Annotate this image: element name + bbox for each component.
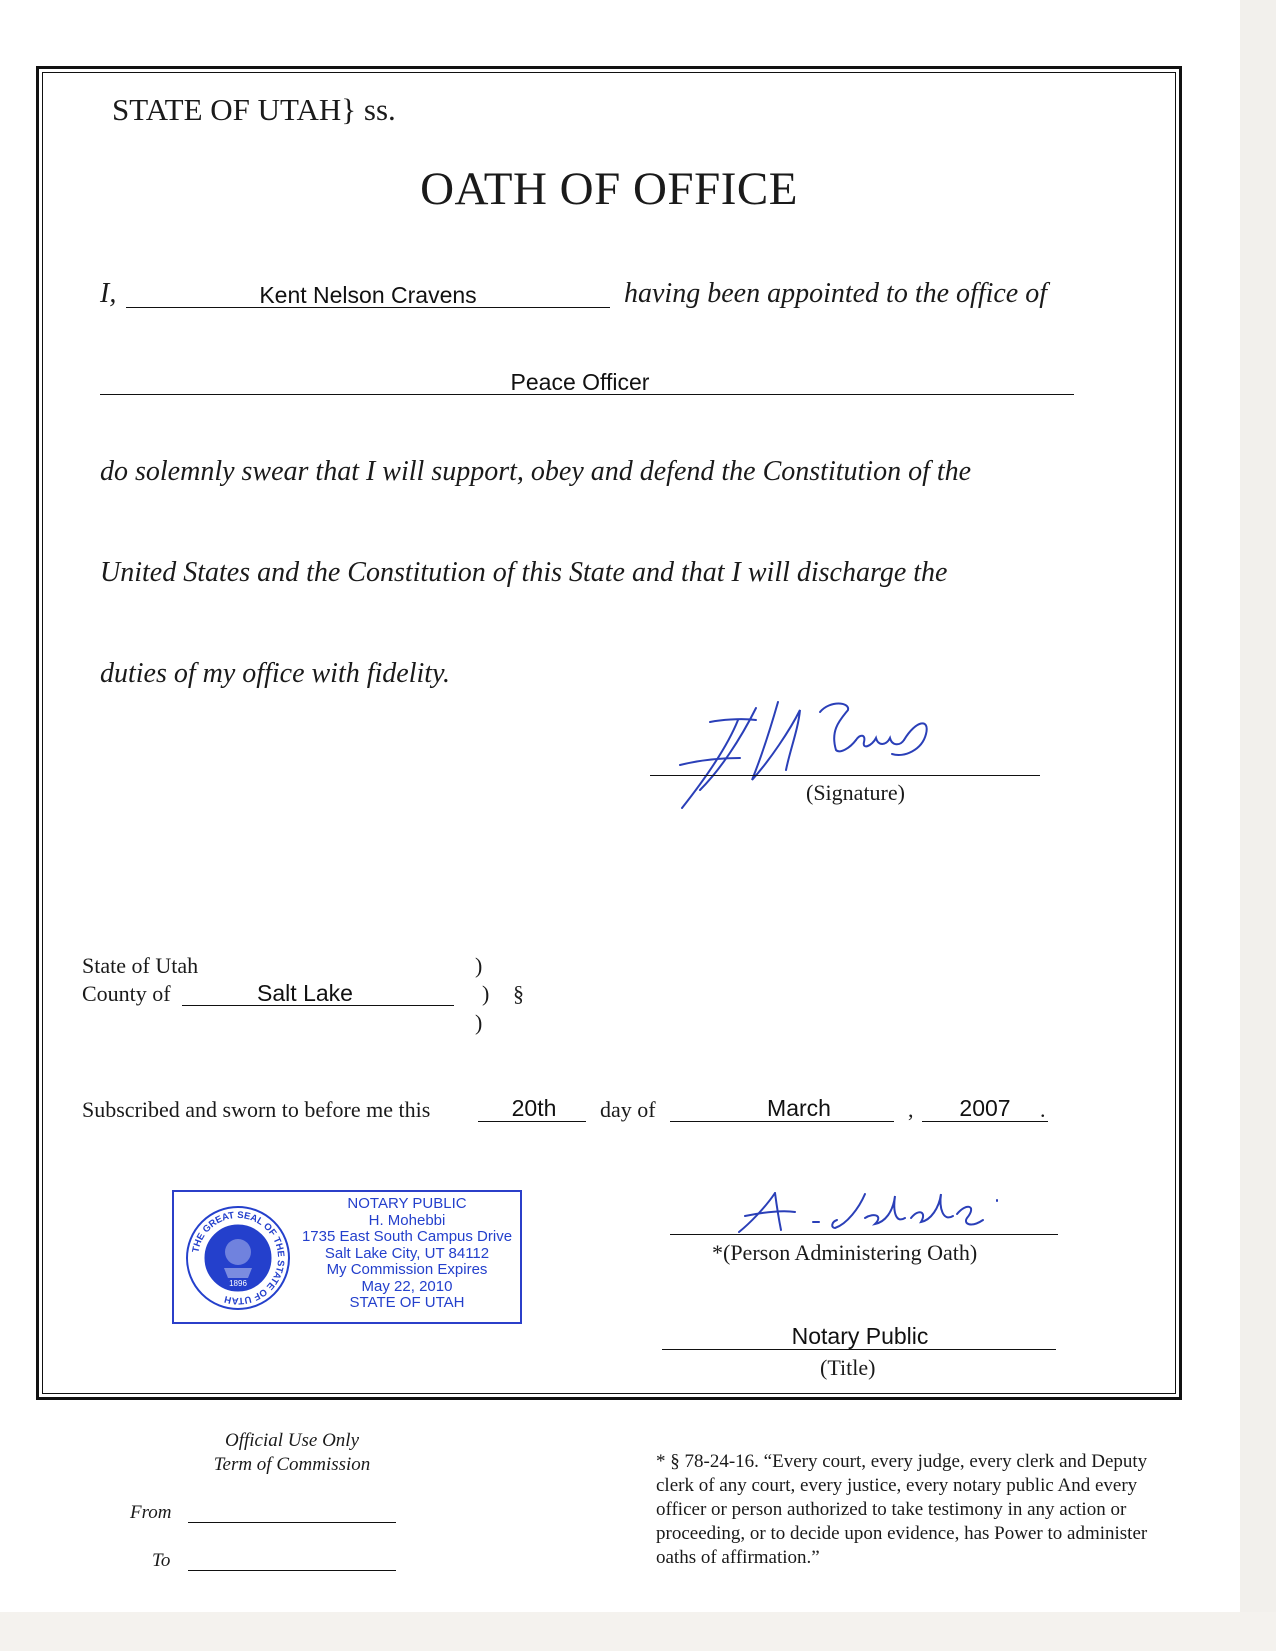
- to-label: To: [152, 1550, 171, 1571]
- seal-year: 1896: [229, 1279, 247, 1288]
- notary-stamp: [172, 1190, 522, 1324]
- to-rule: [188, 1570, 396, 1571]
- seal-text: THE GREAT SEAL OF THE STATE OF UTAH: [190, 1209, 287, 1307]
- jurat-day-of: day of: [600, 1097, 656, 1122]
- county-label: County of: [82, 981, 171, 1006]
- stamp-line: May 22, 2010: [361, 1277, 453, 1295]
- stamp-line: 1735 East South Campus Drive: [301, 1228, 513, 1245]
- official-use-label: Official Use Only: [224, 1430, 360, 1451]
- signature-rule: [650, 775, 1040, 776]
- oath-line-3: duties of my office with fidelity.: [100, 658, 450, 689]
- administrator-label: *(Person Administering Oath): [712, 1240, 978, 1265]
- state-venue-header: STATE OF UTAH} ss.: [112, 92, 396, 127]
- stamp-text-block: [292, 1196, 522, 1312]
- state-seal-icon: [184, 1204, 292, 1312]
- paper-bottom: [0, 1612, 1276, 1651]
- county-value: Salt Lake: [257, 980, 353, 1006]
- jurat-period: .: [1040, 1097, 1046, 1122]
- venue-paren-3: ): [475, 1010, 483, 1035]
- notary-signature: [735, 1188, 1025, 1236]
- stamp-line: STATE OF UTAH: [349, 1294, 465, 1311]
- jurat-prefix: Subscribed and sworn to before me this: [82, 1097, 431, 1122]
- oath-line-1: do solemnly swear that I will support, obey and defend the Constitution of the: [100, 456, 972, 487]
- stamp-line: H. Mohebbi: [368, 1211, 446, 1229]
- title-value: Notary Public: [791, 1323, 929, 1349]
- administrator-rule: [670, 1234, 1058, 1235]
- from-label: From: [130, 1502, 172, 1523]
- title-label: (Title): [820, 1355, 876, 1380]
- from-rule: [188, 1522, 396, 1523]
- statute-citation: * § 78-24-16. “Every court, every judge, every clerk and Deputy clerk of any court, every justice, every notary public And every officer or person authorized to take testimony in any action or proceeding, or to decide upon evidence, has Power to administer oaths of affirmation.”: [656, 1451, 1148, 1568]
- venue-paren-2: ): [482, 981, 490, 1006]
- appointee-name: Kent Nelson Cravens: [259, 282, 477, 308]
- jurat-year: 2007: [959, 1095, 1011, 1121]
- term-label: Term of Commission: [213, 1454, 371, 1475]
- stamp-line: My Commission Expires: [326, 1261, 488, 1278]
- oath-line-2: United States and the Constitution of this State and that I will discharge the: [100, 557, 948, 588]
- jurat-month: March: [767, 1095, 831, 1121]
- jurat-comma: ,: [908, 1097, 914, 1122]
- paper-edge: [1240, 0, 1276, 1651]
- appointed-text: having been appointed to the office of: [624, 278, 1048, 309]
- page-title: OATH OF OFFICE: [420, 163, 798, 215]
- jurat-day: 20th: [511, 1095, 557, 1121]
- signature-label: (Signature): [806, 780, 905, 805]
- venue-paren-1: ): [475, 953, 483, 978]
- stamp-line: NOTARY PUBLIC: [347, 1195, 467, 1212]
- stamp-line: Salt Lake City, UT 84112: [324, 1244, 490, 1262]
- section-symbol: §: [513, 981, 524, 1006]
- state-label: State of Utah: [82, 953, 199, 978]
- oath-lead: I,: [100, 278, 117, 309]
- office-value: Peace Officer: [510, 369, 650, 395]
